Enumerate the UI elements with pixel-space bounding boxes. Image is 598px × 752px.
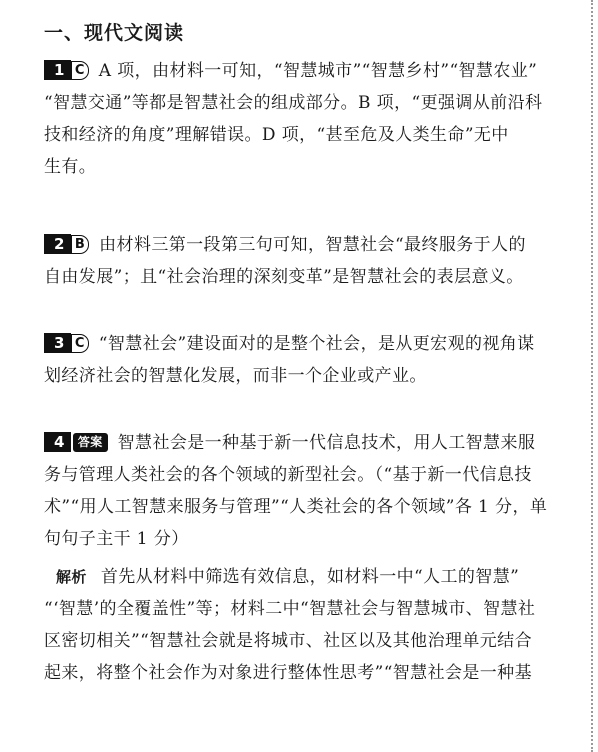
q1-text-line: “智慧交通”等都是智慧社会的组成部分。B 项，“更强调从前沿科 [44,93,543,113]
q2-tag [44,234,89,254]
question-3-block [44,328,579,392]
q4-answer-badge: 答案 [73,433,108,452]
question-2-block [44,229,579,293]
q4-number-badge: 4 [44,432,71,452]
q3-answer-badge: C [71,334,89,353]
q4-text-line: 句句子主干 1 分） [44,529,189,549]
q3-line-1 [44,328,579,360]
q4-text-line: 智慧社会是一种基于新一代信息技术，用人工智慧来服 [117,433,536,453]
dotted-margin-rule [591,0,593,752]
q3-number-badge: 3 [44,333,71,353]
q4-text-line: 务与管理人类社会的各个领域的新型社会。（“基于新一代信息技 [44,465,532,485]
q2-text-line: 由材料三第一段第三句可知，智慧社会“最终服务于人的 [99,235,526,255]
q2-answer-badge: B [71,235,89,254]
q1-number-badge: 1 [44,60,71,80]
q4-analysis-text-line: 区密切相关”“智慧社会就是将城市、社区以及其他治理单元结合 [44,631,532,651]
q1-tag [44,60,89,80]
q3-text-line: “智慧社会”建设面对的是整个社会，是从更宏观的视角谋 [98,334,535,354]
q4-analysis-text-line: “‘智慧’的全覆盖性”等；材料二中“智慧社会与智慧城市、智慧社 [44,599,536,619]
q1-answer-badge: C [71,61,89,80]
q2-line-1 [44,229,579,261]
q3-text-line: 划经济社会的智慧化发展，而非一个企业或产业。 [44,366,427,386]
q4-tag [44,432,108,452]
question-4-block [44,427,579,689]
q1-line-1 [44,55,579,87]
analysis-label: 解析 [56,568,87,586]
q4-analysis-text-line: 起来，将整个社会作为对象进行整体性思考”“智慧社会是一种基 [44,663,532,683]
q1-text-line: 生有。 [44,157,97,177]
q4-analysis-line-1 [44,561,579,593]
q1-text-line: A 项，由材料一可知，“智慧城市”“智慧乡村”“智慧农业” [98,61,538,81]
q2-text-line: 自由发展”；且“社会治理的深刻变革”是智慧社会的表层意义。 [44,267,524,287]
q4-line-1 [44,427,579,459]
q1-text-line: 技和经济的角度”理解错误。D 项，“甚至危及人类生命”无中 [44,125,509,145]
question-1-block [44,55,579,183]
q4-text-line: 术”“用人工智慧来服务与管理”“人类社会的各个领域”各 1 分，单 [44,497,548,517]
q3-tag [44,333,89,353]
section-title: 一、现代文阅读 [44,22,185,44]
q2-number-badge: 2 [44,234,71,254]
q4-analysis-text-line: 首先从材料中筛选有效信息，如材料一中“人工的智慧” [100,567,520,587]
